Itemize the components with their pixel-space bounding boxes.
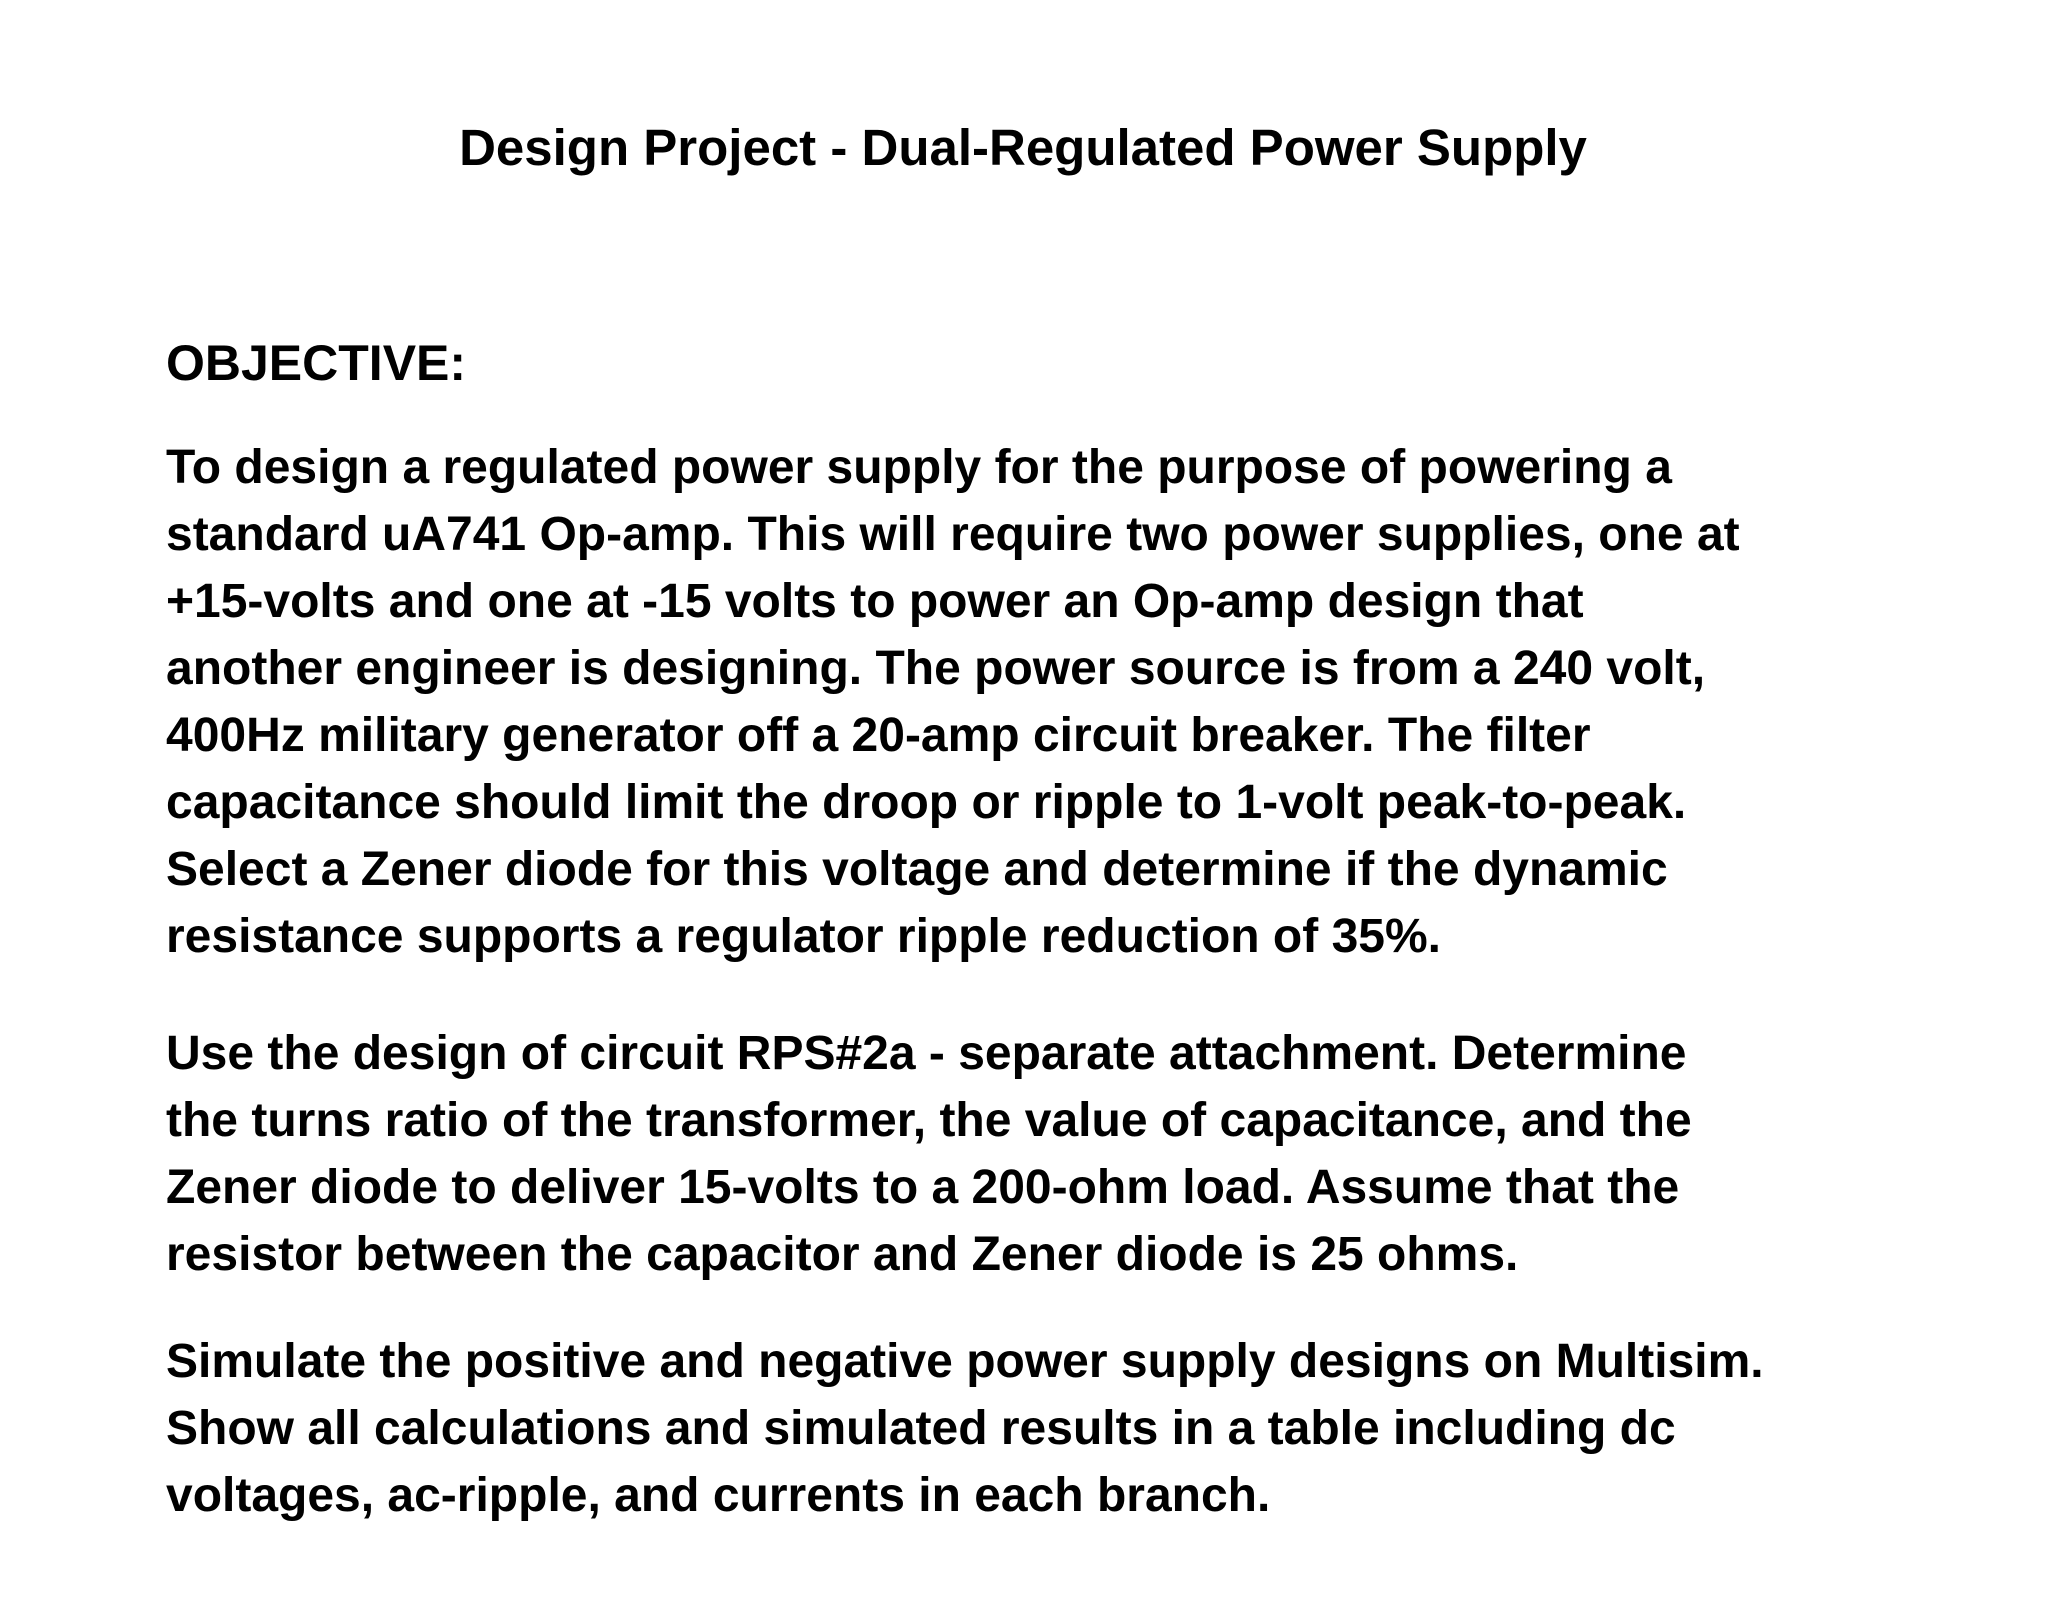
paragraph-line: Simulate the positive and negative power supply designs on Multisim. [166, 1335, 1764, 1388]
paragraph-line: Zener diode to deliver 15-volts to a 200-ohm load. Assume that the [166, 1161, 1680, 1214]
paragraph-simulation [166, 1328, 2006, 1529]
paragraph-line: +15-volts and one at -15 volts to power an Op-amp design that [166, 575, 1584, 628]
paragraph-line: resistance supports a regulator ripple reduction of 35%. [166, 910, 1441, 963]
paragraph-line: Use the design of circuit RPS#2a - separate attachment. Determine [166, 1027, 1687, 1080]
paragraph-line: 400Hz military generator off a 20-amp circuit breaker. The filter [166, 709, 1591, 762]
paragraph-design [166, 1020, 2006, 1288]
paragraph-line: the turns ratio of the transformer, the value of capacitance, and the [166, 1094, 1692, 1147]
paragraph-line: standard uA741 Op-amp. This will require two power supplies, one at [166, 508, 1740, 561]
paragraph-objective [166, 434, 2006, 970]
paragraph-line: Select a Zener diode for this voltage and determine if the dynamic [166, 843, 1668, 896]
paragraph-line: capacitance should limit the droop or ripple to 1-volt peak-to-peak. [166, 776, 1687, 829]
paragraph-line: voltages, ac-ripple, and currents in each branch. [166, 1469, 1271, 1522]
paragraph-line: resistor between the capacitor and Zener diode is 25 ohms. [166, 1228, 1519, 1281]
document-title: Design Project - Dual-Regulated Power Supply [459, 119, 1587, 176]
paragraph-line: another engineer is designing. The power source is from a 240 volt, [166, 642, 1706, 695]
paragraph-line: To design a regulated power supply for the purpose of powering a [166, 441, 1672, 494]
paragraph-line: Show all calculations and simulated results in a table including dc [166, 1402, 1676, 1455]
objective-heading: OBJECTIVE: [166, 335, 467, 391]
